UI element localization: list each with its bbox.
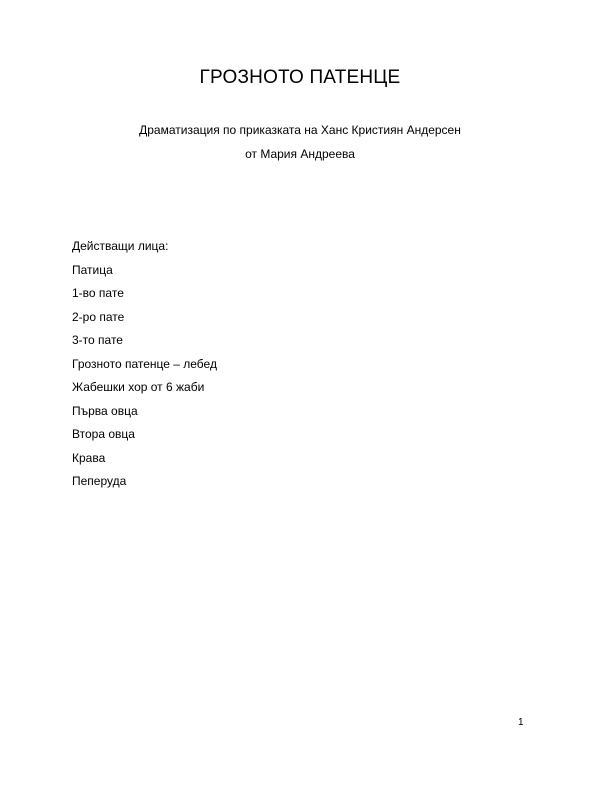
page-title: ГРОЗНОТО ПАТЕНЦЕ bbox=[199, 67, 401, 88]
subtitle-author: от Мария Андреева bbox=[245, 147, 355, 161]
cast-item-first-sheep: Първа овца bbox=[72, 403, 138, 418]
cast-item-cow: Крава bbox=[72, 450, 106, 465]
cast-item-duckling-3: 3-то пате bbox=[72, 333, 123, 347]
cast-list bbox=[72, 238, 217, 497]
page-number: 1 bbox=[518, 717, 524, 728]
subtitle-dramatization: Драматизация по приказката на Ханс Кристиян Андерсен bbox=[139, 123, 461, 137]
cast-item-ugly-duckling: Грозното патенце – лебед bbox=[72, 356, 217, 371]
cast-item-duck: Патица bbox=[72, 262, 113, 277]
cast-item-butterfly: Пеперуда bbox=[72, 474, 127, 488]
cast-heading: Действащи лица: bbox=[72, 239, 169, 253]
cast-item-second-sheep: Втора овца bbox=[72, 427, 135, 441]
cast-item-duckling-2: 2-ро пате bbox=[72, 309, 125, 324]
cast-item-frog-choir: Жабешки хор от 6 жаби bbox=[72, 380, 205, 394]
cast-item-duckling-1: 1-во пате bbox=[72, 286, 124, 300]
